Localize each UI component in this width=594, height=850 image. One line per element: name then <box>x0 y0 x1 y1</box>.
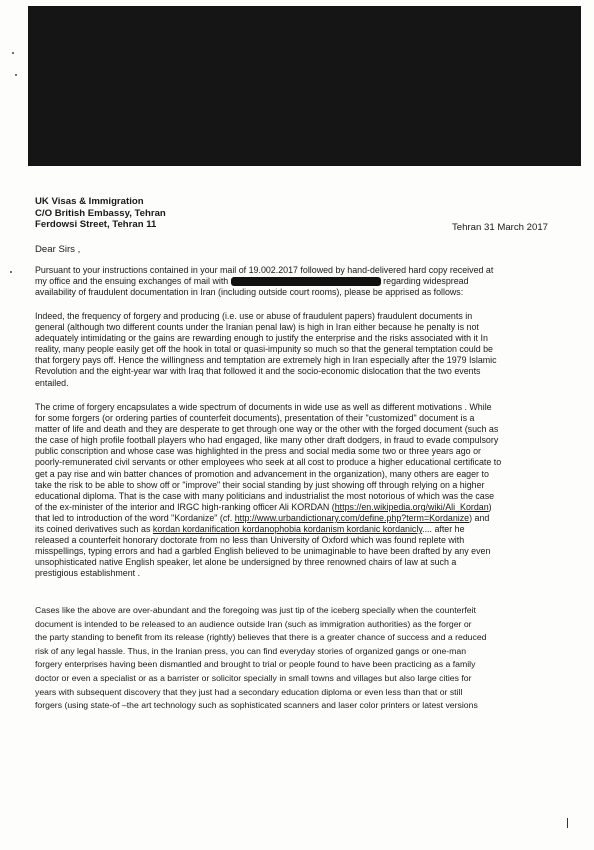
text-line: get a pay rise and win batter chances of promotion and advancement in the organization), many others are eager to <box>35 468 489 479</box>
derivative-words-links[interactable]: kordan kordanification kordanophobia kordanism kordanic kordanicly <box>152 524 423 535</box>
address-line: UK Visas & Immigration <box>35 196 144 207</box>
text-line: misspellings, typing errors and had a garbled English believed to be unimaginable to have been drafted by any even <box>35 546 491 557</box>
text-line: risk of any legal hassle. Thus, in the Iranian press, you can find everyday stories of organized gangs or one-man <box>35 645 467 656</box>
text-fragment: ) and <box>469 512 490 523</box>
text-line: adequately intimidating or the gains are rewarding enough to justify the enterprise and the risks associated with it In <box>35 333 488 344</box>
text-line: educational diploma. That is the case with many politicians and industrialist the most notorious of which was the case <box>35 490 495 501</box>
paragraph-2 <box>35 311 575 389</box>
text-line: years with subsequent discovery that they just had a secondary education diploma or even less than that or still <box>35 686 463 697</box>
text-line: general (although two different counts under the Iranian penal law) is high in Iran either because he penalty is not <box>35 322 479 333</box>
text-line <box>35 502 575 513</box>
text-fragment: ) <box>488 501 492 512</box>
wikipedia-link[interactable]: https://en.wikipedia.org/wiki/Ali_Kordan <box>334 501 489 512</box>
scan-speck <box>10 271 12 273</box>
paragraph-3 <box>35 402 575 580</box>
text-line <box>35 276 575 287</box>
text-line: for some forgers (or ordering parties of counterfeit documents), presentation of their "customized" document is a <box>35 413 475 424</box>
text-line: availability of fraudulent documentation in Iran (including outside court rooms), please be apprised as follows: <box>35 287 464 298</box>
text-line: unsophisticated native English speaker, let alone be undersigned by three renowned chairs of law at such a <box>35 557 457 568</box>
paragraph-4 <box>35 604 575 713</box>
text-line: doctor or even a specialist or as a barrister or solicitor specially in small towns and villages but also large cities for <box>35 672 472 683</box>
text-line: document is intended to be released to an audience outside Iran (such as immigration authorities) as the forger or <box>35 618 472 629</box>
text-fragment: its coined derivatives such as <box>35 524 153 535</box>
text-line <box>35 513 575 524</box>
letter-date: Tehran 31 March 2017 <box>452 222 548 233</box>
paragraph-1 <box>35 265 575 298</box>
address-line: C/O British Embassy, Tehran <box>35 207 166 219</box>
text-line <box>35 524 575 535</box>
salutation: Dear Sirs , <box>35 244 81 255</box>
text-fragment: that led to introduction of the word "Kordanize" (cf. <box>35 512 235 523</box>
text-line: entailed. <box>35 377 69 388</box>
text-line: poorly-remunerated civil servants or other employees who seek at all cost to produce a higher educational certificate to <box>35 457 502 468</box>
text-line: Cases like the above are over-abundant and the foregoing was just tip of the iceberg specially when the counterfeit <box>35 605 476 615</box>
text-line: forgery enterprises having been dismantled and brought to trial or people found to have been practicing as a family <box>35 659 476 670</box>
text-line: take the risk to be able to show off or "improve" their social standing by just showing off through relying on a higher <box>35 479 485 490</box>
text-fragment: of the ex-minister of the interior and IRGC high-ranking officer Ali KORDAN ( <box>35 501 335 512</box>
recipient-address <box>35 196 166 231</box>
margin-mark <box>567 818 568 828</box>
urbandictionary-link[interactable]: http://www.urbandictionary.com/define.php?term=Kordanize <box>234 512 470 523</box>
text-fragment: regarding widespread <box>383 276 469 287</box>
text-fragment: .... after he <box>422 524 465 535</box>
text-line: forgers (using state-of –the art technology such as sophisticated scanners and laser color printers or latest versions <box>35 700 478 711</box>
text-line: Revolution and the eight-year war with Iraq that followed it and the socio-economic dislocation that the two events <box>35 366 481 377</box>
text-line: the party standing to benefit from its release (rightly) believes that there is a greater chance of success and a reduced <box>35 632 487 643</box>
text-line: reality, many people easily get off the hook in total or quasi-impunity so much so that the general temptation could be <box>35 344 493 355</box>
text-line: matter of life and death and they are desperate to get through one way or the other with the forged document (such as <box>35 424 499 435</box>
text-line: Pursuant to your instructions contained in your mail of 19.002.2017 followed by hand-delivered hard copy received at <box>35 265 494 275</box>
redaction-bar <box>231 277 381 286</box>
redacted-letterhead-block <box>28 6 581 166</box>
text-line: that forgery pays off. Hence the willingness and temptation are extremely high in Iran especially after the 1979 Islamic <box>35 355 497 366</box>
address-line: Ferdowsi Street, Tehran 11 <box>35 219 157 230</box>
text-fragment: my office and the ensuing exchanges of mail with <box>35 276 229 287</box>
text-line: released a counterfeit honorary doctorate from no less than University of Oxford which was found replete with <box>35 535 465 546</box>
text-line: The crime of forgery encapsulates a wide spectrum of documents in wide use as well as different motivations . While <box>35 402 492 412</box>
text-line: Indeed, the frequency of forgery and producing (i.e. use or abuse of fraudulent papers) fraudulent documents in <box>35 311 473 321</box>
scan-speck <box>15 74 17 76</box>
text-line: the case of high profile football players who had engaged, like many other draft dodgers, in fraud to evade compulsory <box>35 435 499 446</box>
text-line: public conscription and whose case was highlighted in the press and social media some two or three years ago or <box>35 446 481 457</box>
text-line: prestigious establishment . <box>35 568 141 579</box>
scan-speck <box>12 52 14 54</box>
